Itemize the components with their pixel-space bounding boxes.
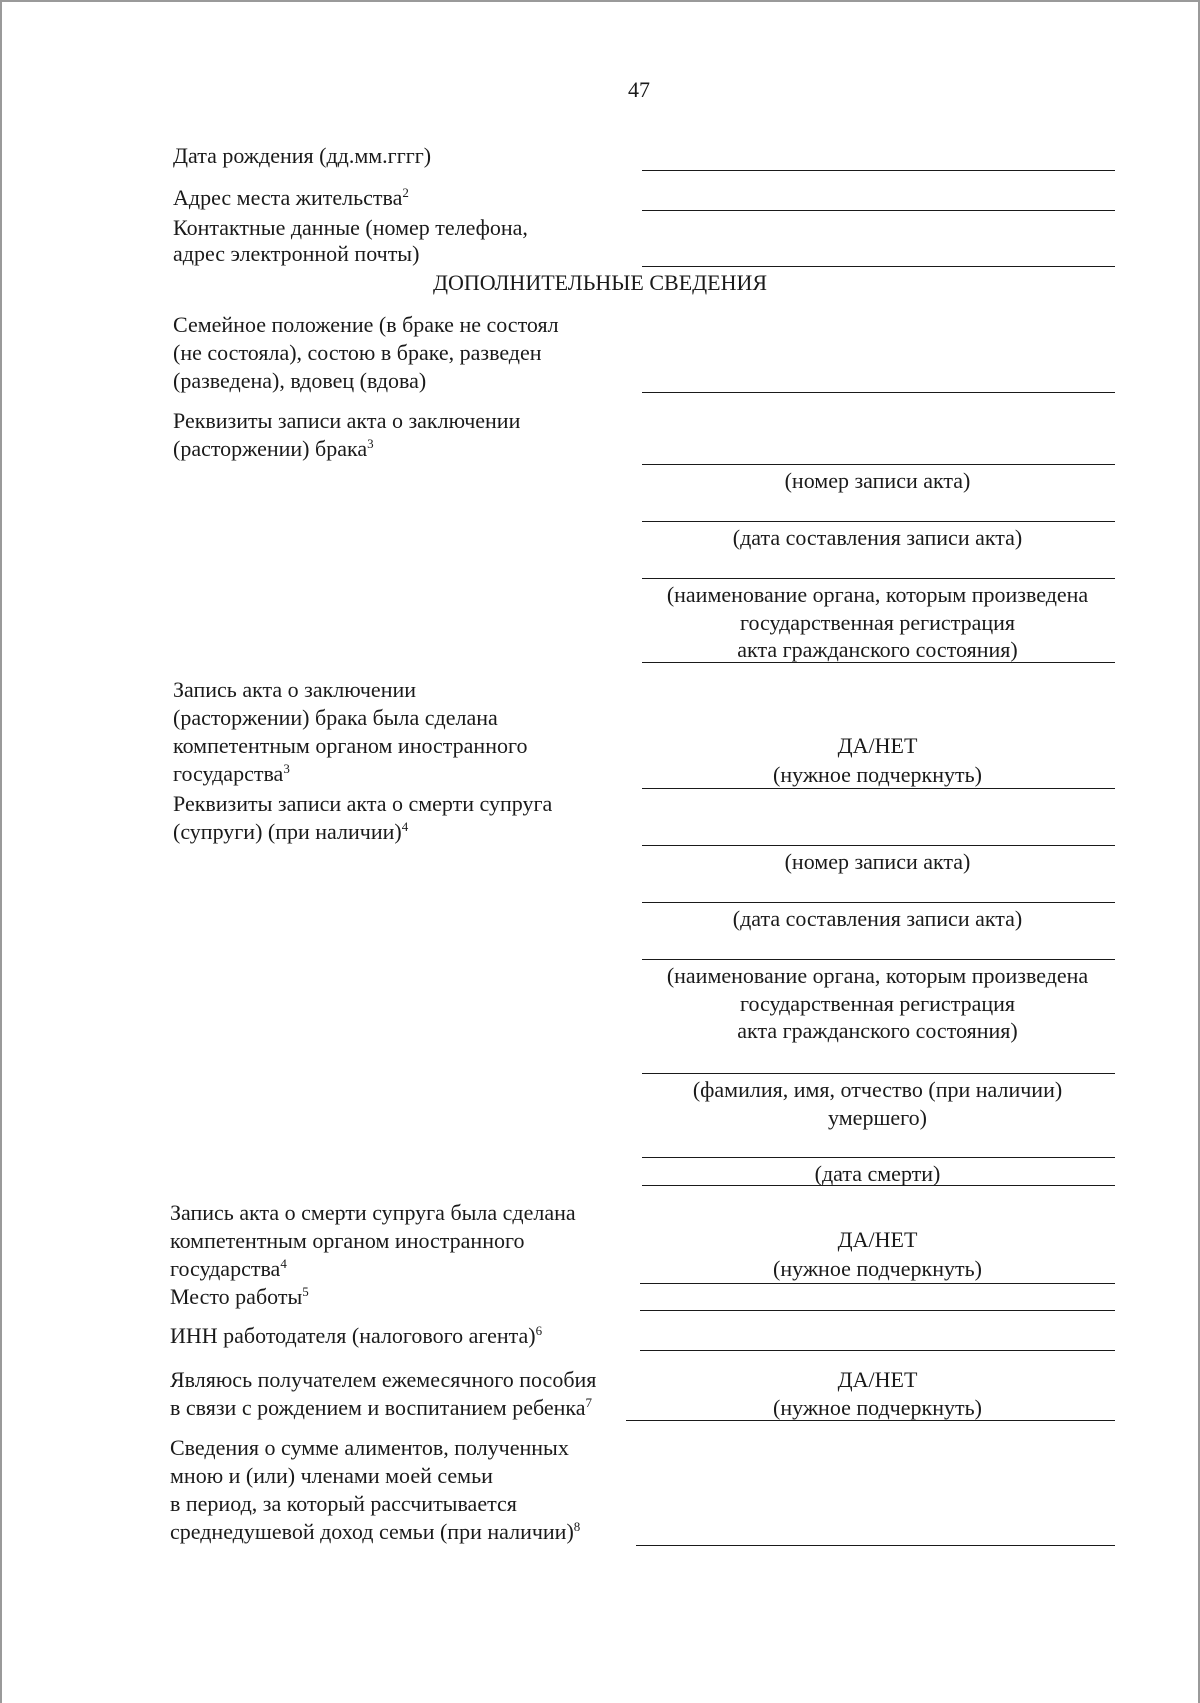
field-line-death-date-end	[642, 1185, 1115, 1186]
field-line-deceased-name[interactable]	[642, 1073, 1115, 1074]
label-birth-date: Дата рождения (дд.мм.гггг)	[173, 143, 432, 168]
scan-edge-left	[0, 0, 2, 1703]
label-contacts-1: Контактные данные (номер телефона,	[173, 215, 528, 240]
field-line-marital-status[interactable]	[642, 392, 1115, 393]
caption-authority-1b: государственная регистрация	[739, 610, 1016, 635]
label-marriage-record-2: (расторжении) брака$^3$	[173, 436, 374, 461]
label-marital-3: (разведена), вдовец (вдова)	[173, 368, 427, 393]
caption-record-date-1: (дата составления записи акта)	[732, 525, 1023, 550]
caption-deceased-1: (фамилия, имя, отчество (при наличии)	[692, 1077, 1063, 1102]
caption-deceased-2: умершего)	[828, 1105, 927, 1130]
field-line-death-record-number[interactable]	[642, 845, 1115, 846]
label-foreign-death-1: Запись акта о смерти супруга была сделана	[170, 1200, 576, 1225]
field-line-marriage-record-number[interactable]	[642, 464, 1115, 465]
underline-hint-3: (нужное подчеркнуть)	[773, 1395, 982, 1420]
label-marital-2: (не состояла), состою в браке, разведен	[173, 340, 542, 365]
caption-authority-1c: акта гражданского состояния)	[737, 637, 1018, 662]
caption-record-number-2: (номер записи акта)	[784, 849, 971, 874]
label-allowance-2: в связи с рождением и воспитанием ребенка$^7$	[170, 1395, 593, 1420]
yes-no-2[interactable]: ДА/НЕТ	[837, 1227, 918, 1252]
label-death-record-1: Реквизиты записи акта о смерти супруга	[173, 791, 553, 816]
caption-authority-2c: акта гражданского состояния)	[737, 1018, 1018, 1043]
caption-authority-2b: государственная регистрация	[739, 991, 1016, 1016]
label-alimony-3: в период, за который рассчитывается	[170, 1491, 517, 1516]
label-marital-1: Семейное положение (в браке не состоял	[173, 312, 559, 337]
label-alimony-2: мною и (или) членами моей семьи	[170, 1463, 493, 1488]
label-allowance-1: Являюсь получателем ежемесячного пособия	[170, 1367, 597, 1392]
label-address: Адрес места жительства$^2$	[173, 185, 409, 210]
field-line-death-date[interactable]	[642, 1157, 1115, 1158]
label-foreign-death-3: государства$^4$	[170, 1256, 287, 1281]
label-workplace: Место работы$^5$	[170, 1284, 309, 1309]
label-foreign-marriage-4: государства$^3$	[173, 761, 290, 786]
label-foreign-marriage-3: компетентным органом иностранного	[173, 733, 528, 758]
underline-hint-1: (нужное подчеркнуть)	[773, 762, 982, 787]
underline-hint-2: (нужное подчеркнуть)	[773, 1256, 982, 1281]
field-line-allowance	[626, 1420, 1115, 1421]
field-line-marriage-record-date[interactable]	[642, 521, 1115, 522]
caption-record-date-2: (дата составления записи акта)	[732, 906, 1023, 931]
caption-record-number-1: (номер записи акта)	[784, 468, 971, 493]
yes-no-3[interactable]: ДА/НЕТ	[837, 1367, 918, 1392]
yes-no-1[interactable]: ДА/НЕТ	[837, 733, 918, 758]
field-line-authority-end-1	[642, 662, 1115, 663]
field-line-death-record-date[interactable]	[642, 902, 1115, 903]
page-number: 47	[628, 77, 650, 102]
field-line-marriage-authority[interactable]	[642, 578, 1115, 579]
section-title: ДОПОЛНИТЕЛЬНЫЕ СВЕДЕНИЯ	[432, 270, 768, 295]
caption-authority-2a: (наименование органа, которым произведена	[666, 963, 1089, 988]
label-death-record-2: (супруги) (при наличии)$^4$	[173, 819, 409, 844]
scan-edge-top	[0, 0, 1200, 2]
label-employer-inn: ИНН работодателя (налогового агента)$^6$	[170, 1323, 543, 1348]
label-alimony-4: среднедушевой доход семьи (при наличии)$^8$	[170, 1519, 581, 1544]
label-alimony-1: Сведения о сумме алиментов, полученных	[170, 1435, 569, 1460]
field-line-workplace[interactable]	[640, 1310, 1115, 1311]
field-line-death-authority[interactable]	[642, 959, 1115, 960]
field-line-alimony[interactable]	[636, 1545, 1115, 1546]
field-line-foreign-marriage	[642, 788, 1115, 789]
label-marriage-record-1: Реквизиты записи акта о заключении	[173, 408, 521, 433]
label-contacts-2: адрес электронной почты)	[173, 241, 420, 266]
label-foreign-death-2: компетентным органом иностранного	[170, 1228, 525, 1253]
field-line-birth-date[interactable]	[642, 170, 1115, 171]
label-foreign-marriage-2: (расторжении) брака была сделана	[173, 705, 498, 730]
caption-death-date: (дата смерти)	[814, 1161, 941, 1186]
field-line-address[interactable]	[642, 210, 1115, 211]
field-line-contacts[interactable]	[642, 266, 1115, 267]
field-line-foreign-death	[640, 1283, 1115, 1284]
field-line-employer-inn[interactable]	[640, 1350, 1115, 1351]
label-foreign-marriage-1: Запись акта о заключении	[173, 677, 417, 702]
caption-authority-1a: (наименование органа, которым произведена	[666, 582, 1089, 607]
